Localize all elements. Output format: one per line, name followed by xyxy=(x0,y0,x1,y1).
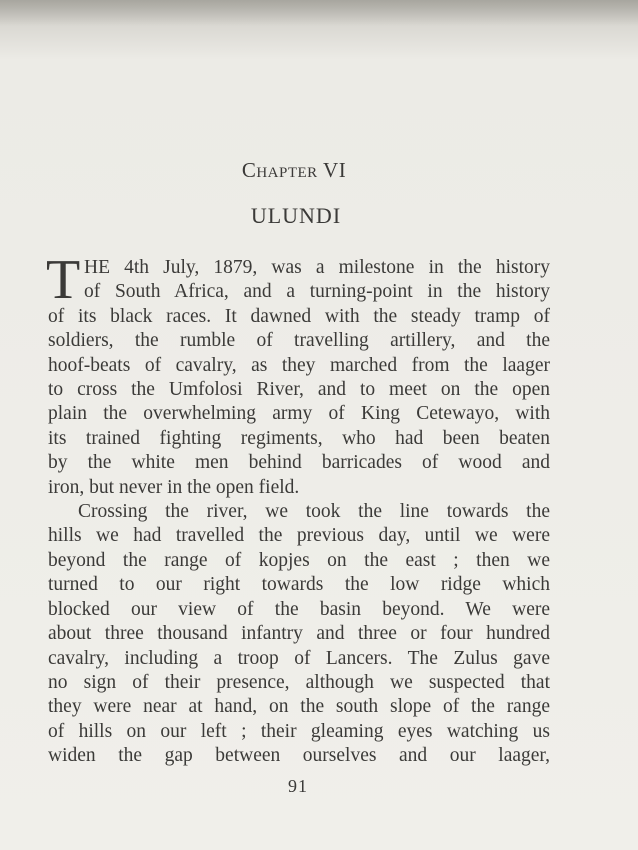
text-line: they were near at hand, on the south slope of the range xyxy=(48,696,550,718)
chapter-label: Chapter VI xyxy=(241,158,347,182)
text-line: beyond the range of kopjes on the east ; then we xyxy=(48,549,550,571)
text-line: soldiers, the rumble of travelling artillery, and the xyxy=(48,330,550,352)
text-line: hills we had travelled the previous day, until we were xyxy=(48,525,550,547)
text-line: no sign of their presence, although we suspected that xyxy=(48,671,550,693)
page-number: 91 xyxy=(288,776,308,796)
text-line: plain the overwhelming army of King Cetewayo, with xyxy=(48,403,550,425)
text-line: cavalry, including a troop of Lancers. The Zulus gave xyxy=(48,647,550,669)
text-line: to cross the Umfolosi River, and to meet on the open xyxy=(48,379,550,401)
text-line: HE 4th July, 1879, was a milestone in the history xyxy=(84,257,550,278)
text-line: blocked our view of the basin beyond. We were xyxy=(48,598,550,620)
chapter-title: ULUNDI xyxy=(250,203,342,228)
text-line: by the white men behind barricades of wood and xyxy=(48,452,550,474)
text-line: hoof-beats of cavalry, as they marched from the laager xyxy=(48,354,550,376)
text-line: of hills on our left ; their gleaming eyes watching us xyxy=(48,720,550,742)
text-line: Crossing the river, we took the line towards the xyxy=(78,501,550,523)
text-line: its trained fighting regiments, who had been beaten xyxy=(48,427,550,449)
text-line: about three thousand infantry and three or four hundred xyxy=(48,623,550,645)
text-line: of South Africa, and a turning-point in the history xyxy=(84,281,550,303)
text-line: widen the gap between ourselves and our laager, xyxy=(48,745,550,767)
body-text xyxy=(46,249,550,769)
text-line: turned to our right towards the low ridge which xyxy=(48,574,550,596)
text-line: iron, but never in the open field. xyxy=(48,476,300,498)
drop-cap: T xyxy=(46,249,81,311)
text-line: of its black races. It dawned with the steady tramp of xyxy=(48,305,550,327)
